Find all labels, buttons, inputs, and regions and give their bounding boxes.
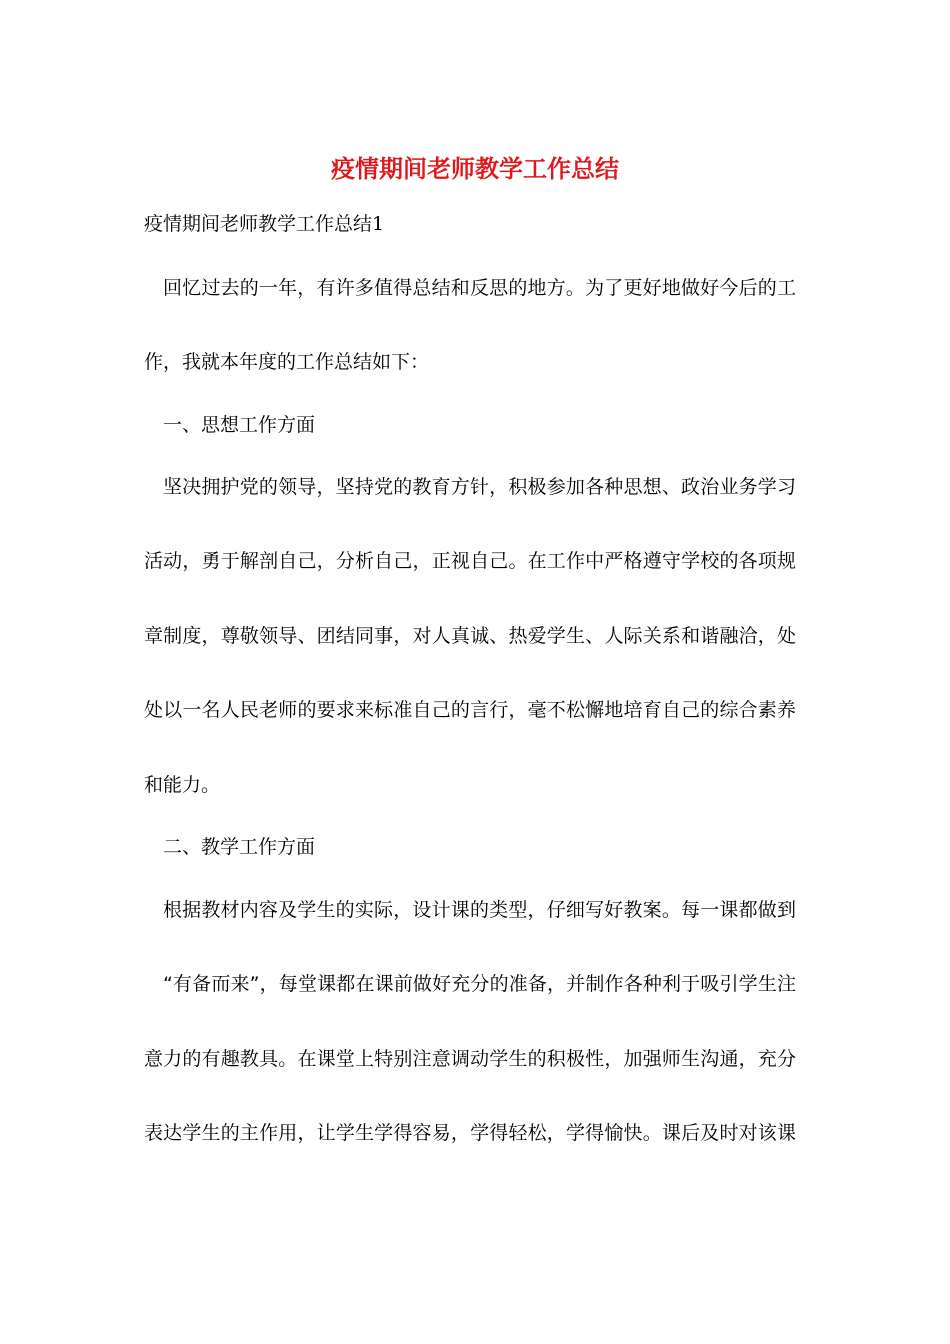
- document-title: 疫情期间老师教学工作总结: [331, 154, 619, 183]
- paragraph-line: 章制度，尊敬领导、团结同事，对人真诚、热爱学生、人际关系和谐融洽，处: [144, 625, 796, 647]
- paragraph-line: 活动，勇于解剖自己，分析自己，正视自己。在工作中严格遵守学校的各项规: [144, 550, 796, 572]
- paragraph-line: 意力的有趣教具。在课堂上特别注意调动学生的积极性，加强师生沟通，充分: [144, 1048, 796, 1070]
- section-heading-teaching: 二、教学工作方面: [163, 836, 316, 858]
- paragraph-line: 和能力。: [144, 774, 221, 796]
- paragraph-line: 作，我就本年度的工作总结如下：: [144, 351, 430, 373]
- paragraph-line: 坚决拥护党的领导，坚持党的教育方针，积极参加各种思想、政治业务学习: [163, 476, 796, 498]
- paragraph-line: 回忆过去的一年，有许多值得总结和反思的地方。为了更好地做好今后的工: [163, 277, 796, 299]
- paragraph-line: 根据教材内容及学生的实际，设计课的类型，仔细写好教案。每一课都做到: [163, 899, 796, 921]
- section-heading-1: [144, 211, 384, 237]
- section-heading-thought: 一、思想工作方面: [163, 414, 316, 436]
- paragraph-line: “有备而来”，每堂课都在课前做好充分的准备，并制作各种利于吸引学生注: [163, 973, 796, 995]
- paragraph-line: 处以一名人民老师的要求来标准自己的言行，毫不松懈地培育自己的综合素养: [144, 699, 796, 721]
- paragraph-line: 表达学生的主作用，让学生学得容易，学得轻松，学得愉快。课后及时对该课: [144, 1122, 796, 1144]
- section-heading-number: 1: [372, 213, 385, 235]
- section-heading-text: 疫情期间老师教学工作总结: [144, 213, 373, 235]
